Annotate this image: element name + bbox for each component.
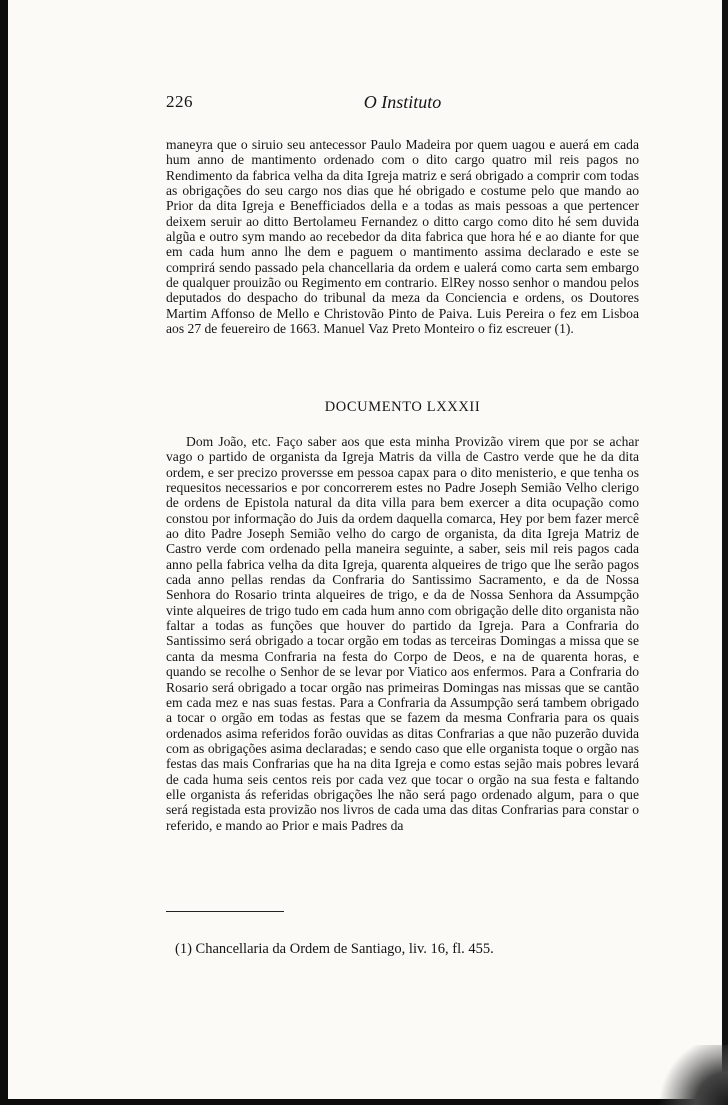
page-number: 226: [166, 92, 193, 111]
page-corner-shadow: [658, 1045, 728, 1105]
body-paragraph-1: [166, 137, 639, 336]
document-heading: DOCUMENTO LXXXII: [324, 399, 481, 415]
page-header: [166, 92, 639, 116]
body-paragraph-2: [166, 434, 639, 833]
scan-border-right: [722, 0, 728, 1105]
footnote-rule: [166, 911, 284, 912]
scan-border-bottom: [0, 1099, 728, 1105]
running-title: O Instituto: [363, 92, 442, 112]
footnote: (1) Chancellaria da Ordem de Santiago, liv. 16, fl. 455.: [175, 941, 494, 957]
paragraph-text: Dom João, etc. Faço saber aos que esta minha Provizão virem que por se achar vago o partido de organista da Igreja Matris da villa de Castro verde que he da dita ordem, e ser precizo proversse em pessoa capax para o dito menisterio, e que tenha os requesitos necessarios e por concorrerem estes no Padre Joseph Semião Velho clerigo de ordens de Epistola natural da dita villa para bem exercer a dita ocupação como constou por informação do Juis da ordem daquella comarca, Hey por bem fazer mercê ao dito Padre Joseph Semião velho do cargo de organista, da dita Igreja Matriz de Castro verde com ordenado pella maneira seguinte, a saber, seis mil reis pagos cada anno pella fabrica velha da dita Igreja, quarenta alqueires de trigo que lhe serão pagos cada anno pellas rendas da Confraria do Santissimo Sacramento, e da de Nossa Senhora do Rosario trinta alqueires de trigo, e da de Nossa Senhora da Assumpção vinte alqueires de trigo tudo em cada hum anno com obrigação delle dito organista não faltar a todas as funções que houver do partido da Igreja. Para a Confraria do Santissimo será obrigado a tocar orgão em todas as terceiras Domingas a missa que se canta da mesma Confraria na festa do Corpo de Deos, e na de quarenta horas, e quando se recolhe o Senhor de se levar por Viatico aos enfermos. Para a Confraria do Rosario será obrigado a tocar orgão nas primeiras Domingas nas missas que se cantão em cada mez e nas suas festas. Para a Confraria da Assumpção será tambem obrigado a tocar o orgão em todas as festas que se fazem da mesma Confraria para os quais ordenados asima referidos forão ouvidas as ditas Confrarias a que não puzerão duvida com as obrigações asima declaradas; e sendo caso que elle organista toque o orgão nas festas das mais Confrarias que ha na dita Igreja e como estas sejão mais pobres levará de cada huma seis centos reis por cada vez que tocar o orgão na sua festa e faltando elle organista ás referidas obrigações lhe não será pago ordenado algum, para o que será registada esta provizão nos livros de cada uma das ditas Confrarias para constar o referido, e mando ao Prior e mais Padres da: [166, 434, 639, 833]
paragraph-text: maneyra que o siruio seu antecessor Paulo Madeira por quem uagou e auerá em cada hum anno de mantimento ordenado com o dito cargo quatro mil reis pagos no Rendimento da fabrica velha da dita Igreja matriz e será obrigado a comprir com todas as obrigações do seu cargo nos dias que hé obrigado e costume pelo que mando ao Prior da dita Igreja e Benefficiados della e a todas as mais pessoas a que pertencer deixem seruir ao ditto Bertolameu Fernandez o ditto cargo como dito hé sem duvida algũa e outro sym mando ao recebedor da dita fabrica que hora hé e ao diante for que em cada hum anno lhe dem e paguem o mantimento assima declarado e este se comprirá sendo passado pela chancellaria da ordem e ualerá como carta sem embargo de qualquer prouizão ou Regimento em contrario. ElRey nosso senhor o mandou pelos deputados do despacho do tribunal da meza da Conciencia e ordens, os Doutores Martim Affonso de Mello e Christovão Pinto de Paiva. Luis Pereira o fez em Lisboa aos 27 de feuereiro de 1663. Manuel Vaz Preto Monteiro o fiz escreuer (1).: [166, 137, 639, 337]
scan-border-left: [0, 0, 8, 1105]
